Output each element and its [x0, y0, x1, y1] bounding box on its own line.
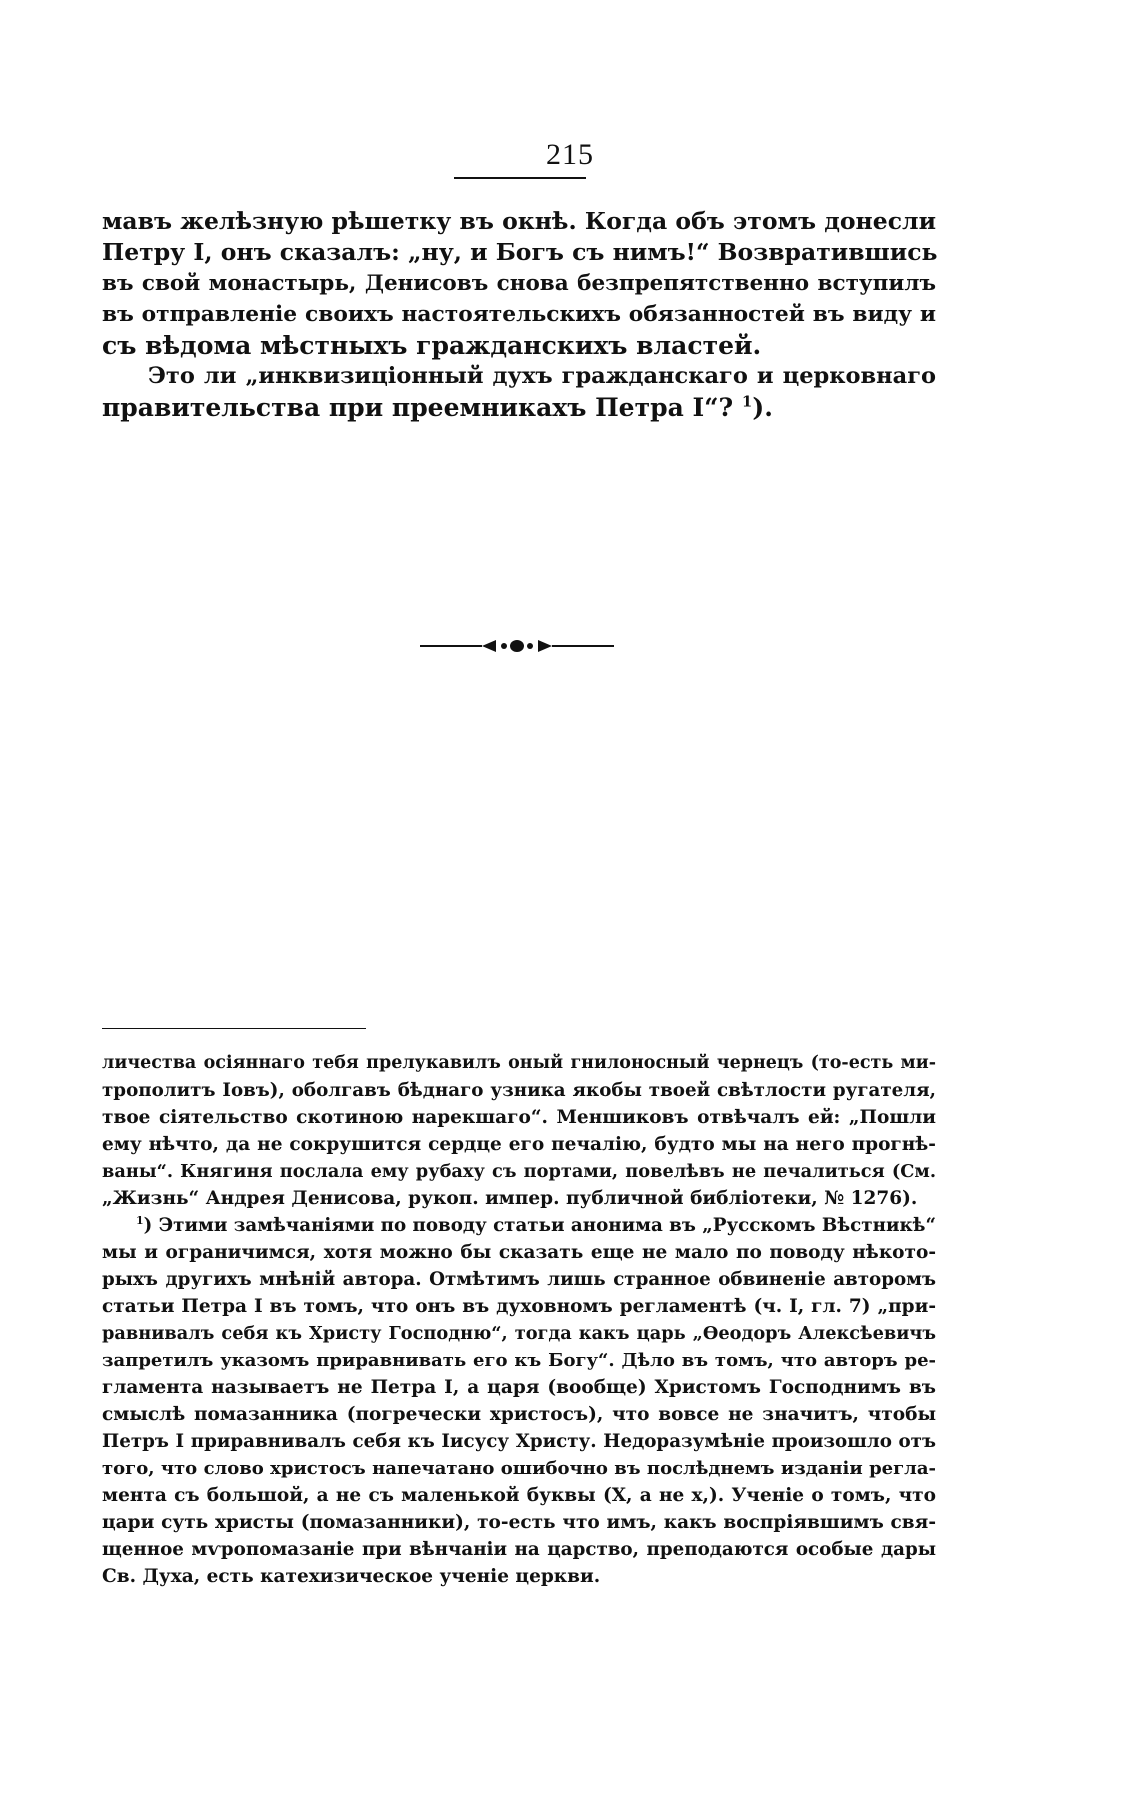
footnote-separator — [102, 1028, 366, 1029]
footnote-1-line: Св. Духа, есть катехизическое ученіе церкви. — [102, 1566, 601, 1587]
footnote-continuation-line: ваны“. Княгиня послала ему рубаху съ портами, повелѣвъ не печалиться (См. — [102, 1161, 936, 1182]
main-text-closing: ). — [752, 393, 773, 422]
footnotes — [102, 1050, 936, 1590]
main-text-line: Это ли „инквизиціонный духъ гражданскаго и церковнаго — [148, 363, 936, 389]
footnote-continuation-line: личества осіяннаго тебя прелукавилъ оный гнилоносный чернецъ (то-есть ми- — [102, 1053, 936, 1073]
footnote-1-line: гламента называетъ не Петра I, а царя (вообще) Христомъ Господнимъ въ — [102, 1377, 936, 1398]
footnote-1-line: равнивалъ себя къ Христу Господню“, тогда какъ царь „Ѳеодоръ Алексѣевичъ — [102, 1323, 936, 1344]
main-text-line: Петру I, онъ сказалъ: „ну, и Богъ съ нимъ!“ Возвратившись — [102, 238, 938, 266]
footnote-1-line: Петръ I приравнивалъ себя къ Іисусу Христу. Недоразумѣніе произошло отъ — [102, 1431, 936, 1452]
footnote-continuation-line: твое сіятельство скотиною нарекшаго“. Меншиковъ отвѣчалъ ей: „Пошли — [102, 1107, 936, 1128]
footnote-continuation-line: „Жизнь“ Андрея Денисова, рукоп. импер. публичной библіотеки, № 1276). — [102, 1188, 918, 1209]
main-text-line-final — [102, 392, 936, 423]
main-text-line: въ отправленіе своихъ настоятельскихъ обязанностей въ виду и — [102, 302, 936, 327]
main-text-line: въ свой монастырь, Денисовъ снова безпрепятственно вступилъ — [102, 271, 936, 296]
footnote-1-line: смыслѣ помазанника (погречески христосъ), что вовсе не значитъ, чтобы — [102, 1404, 936, 1425]
footnote-1-line: статьи Петра I въ томъ, что онъ въ духовномъ регламентѣ (ч. I, гл. 7) „при- — [102, 1296, 936, 1317]
footnote-continuation-line: трополитъ Іовъ), оболгавъ бѣднаго узника якобы твоей свѣтлости ругателя, — [102, 1080, 936, 1101]
footnote-1-line: того, что слово христосъ напечатано ошибочно въ послѣднемъ изданіи регла- — [102, 1458, 936, 1479]
main-text-line: съ вѣдома мѣстныхъ гражданскихъ властей. — [102, 331, 762, 360]
main-text — [102, 206, 936, 423]
footnote-1-line: запретилъ указомъ приравнивать его къ Богу“. Дѣло въ томъ, что авторъ ре- — [102, 1350, 936, 1371]
footnote-1-line: рыхъ другихъ мнѣній автора. Отмѣтимъ лишь странное обвиненіе авторомъ — [102, 1269, 936, 1290]
footnote-1-line: мента съ большой, а не съ маленькой буквы (Х, а не х,). Ученіе о томъ, что — [102, 1485, 936, 1506]
footnote-1-line: щенное мѵропомазаніе при вѣнчаніи на царство, преподаются особые дары — [102, 1539, 936, 1560]
section-end-ornament — [420, 636, 614, 656]
main-text-final-words: правительства при преемникахъ Петра I“? — [102, 393, 734, 422]
page-number-rule — [454, 177, 586, 179]
page-number: 215 — [546, 138, 594, 171]
footnote-1-marker: 1 — [136, 1213, 144, 1227]
footnote-reference: 1 — [741, 392, 753, 411]
footnote-1-line: мы и ограничимся, хотя можно бы сказать еще не мало по поводу нѣкото- — [102, 1242, 936, 1263]
footnote-continuation-line: ему нѣчто, да не сокрушится сердце его печалію, будто мы на него прогнѣ- — [102, 1134, 936, 1155]
footnote-1-line: цари суть христы (помазанники), то-есть что имъ, какъ воспріявшимъ свя- — [102, 1512, 936, 1533]
footnote-1-first-text: ) Этими замѣчаніями по поводу статьи анонима въ „Русскомъ Вѣстникѣ“ — [143, 1215, 936, 1236]
footnote-1-first-line — [102, 1212, 936, 1239]
main-text-line: мавъ желѣзную рѣшетку въ окнѣ. Когда объ этомъ донесли — [102, 207, 936, 235]
